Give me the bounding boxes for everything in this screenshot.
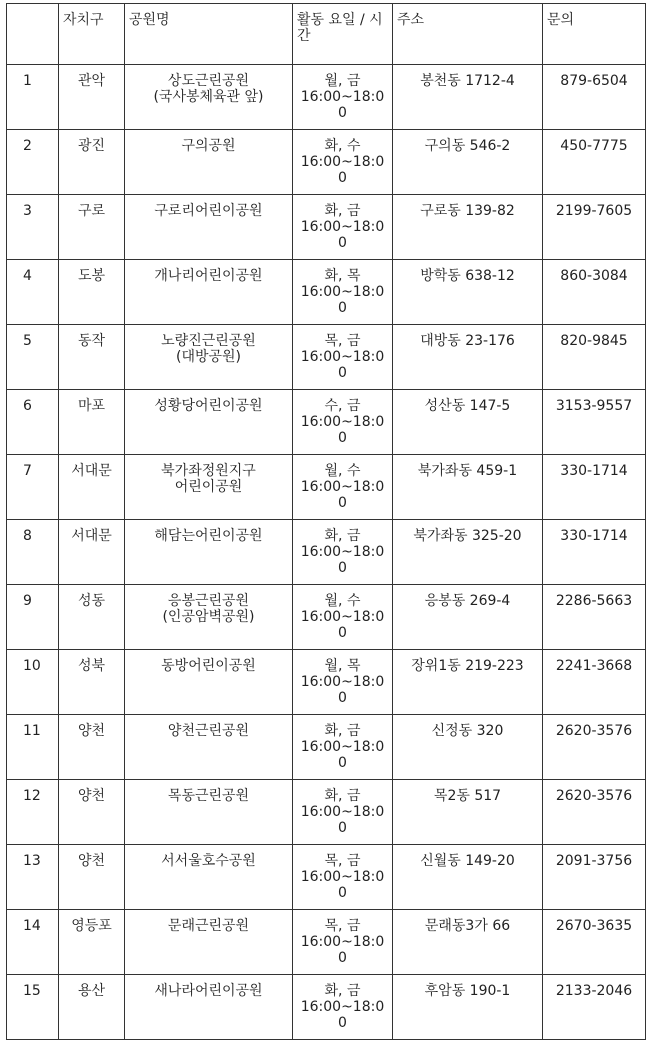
table-row	[7, 325, 646, 390]
schedule-days: 목, 금	[324, 918, 361, 934]
schedule-time: 16:00~18:00	[300, 609, 385, 641]
schedule-time: 16:00~18:00	[300, 479, 385, 511]
district-cell: 마포	[59, 390, 125, 455]
table-row	[7, 65, 646, 130]
address-cell: 신정동 320	[393, 715, 543, 780]
contact-cell: 330-1714	[543, 520, 646, 585]
table-row	[7, 390, 646, 455]
row-number: 13	[7, 845, 59, 910]
schedule-time: 16:00~18:00	[300, 89, 385, 121]
address-cell: 후암동 190-1	[393, 975, 543, 1040]
table-row	[7, 585, 646, 650]
schedule-cell	[293, 455, 393, 520]
address-cell: 신월동 149-20	[393, 845, 543, 910]
schedule-cell	[293, 325, 393, 390]
row-number: 9	[7, 585, 59, 650]
header-contact: 문의	[543, 4, 646, 65]
schedule-time: 16:00~18:00	[300, 674, 385, 706]
park-name-cell: 서서울호수공원	[125, 845, 293, 910]
contact-cell: 330-1714	[543, 455, 646, 520]
header-park-name: 공원명	[125, 4, 293, 65]
row-number: 11	[7, 715, 59, 780]
park-name-cell: 목동근린공원	[125, 780, 293, 845]
table-row	[7, 520, 646, 585]
district-cell: 양천	[59, 780, 125, 845]
schedule-time: 16:00~18:00	[300, 804, 385, 836]
park-name-cell: 새나라어린이공원	[125, 975, 293, 1040]
schedule-time: 16:00~18:00	[300, 999, 385, 1031]
schedule-days: 화, 금	[324, 788, 361, 804]
schedule-time: 16:00~18:00	[300, 414, 385, 446]
contact-cell: 2199-7605	[543, 195, 646, 260]
address-cell: 성산동 147-5	[393, 390, 543, 455]
schedule-cell	[293, 130, 393, 195]
address-cell: 봉천동 1712-4	[393, 65, 543, 130]
district-cell: 양천	[59, 845, 125, 910]
schedule-days: 화, 수	[324, 138, 361, 154]
schedule-cell	[293, 910, 393, 975]
district-cell: 광진	[59, 130, 125, 195]
address-cell: 문래동3가 66	[393, 910, 543, 975]
schedule-cell	[293, 975, 393, 1040]
park-name-cell: 상도근린공원 (국사봉체육관 앞)	[125, 65, 293, 130]
contact-cell: 2241-3668	[543, 650, 646, 715]
schedule-cell	[293, 65, 393, 130]
schedule-days: 월, 수	[324, 463, 361, 479]
address-cell: 목2동 517	[393, 780, 543, 845]
schedule-time: 16:00~18:00	[300, 869, 385, 901]
schedule-cell	[293, 715, 393, 780]
schedule-days: 화, 금	[324, 983, 361, 999]
schedule-cell	[293, 390, 393, 455]
row-number: 10	[7, 650, 59, 715]
schedule-cell	[293, 780, 393, 845]
park-name-cell: 문래근린공원	[125, 910, 293, 975]
table-row	[7, 975, 646, 1040]
schedule-days: 화, 금	[324, 723, 361, 739]
table-row	[7, 130, 646, 195]
row-number: 12	[7, 780, 59, 845]
schedule-cell	[293, 195, 393, 260]
address-cell: 북가좌동 459-1	[393, 455, 543, 520]
district-cell: 관악	[59, 65, 125, 130]
table-row	[7, 260, 646, 325]
schedule-days: 수, 금	[324, 398, 361, 414]
district-cell: 성북	[59, 650, 125, 715]
contact-cell: 2670-3635	[543, 910, 646, 975]
contact-cell: 2133-2046	[543, 975, 646, 1040]
schedule-cell	[293, 650, 393, 715]
schedule-time: 16:00~18:00	[300, 284, 385, 316]
district-cell: 서대문	[59, 520, 125, 585]
park-name-cell: 북가좌정원지구 어린이공원	[125, 455, 293, 520]
row-number: 5	[7, 325, 59, 390]
header-no	[7, 4, 59, 65]
schedule-time: 16:00~18:00	[300, 739, 385, 771]
park-name-cell: 동방어린이공원	[125, 650, 293, 715]
park-name-cell: 노량진근린공원 (대방공원)	[125, 325, 293, 390]
header-schedule: 활동 요일 / 시간	[293, 4, 393, 65]
park-name-cell: 구의공원	[125, 130, 293, 195]
schedule-days: 화, 목	[324, 268, 361, 284]
contact-cell: 2286-5663	[543, 585, 646, 650]
park-name-cell: 성황당어린이공원	[125, 390, 293, 455]
schedule-cell	[293, 585, 393, 650]
park-name-cell: 해담는어린이공원	[125, 520, 293, 585]
table-row	[7, 650, 646, 715]
contact-cell: 3153-9557	[543, 390, 646, 455]
district-cell: 영등포	[59, 910, 125, 975]
schedule-days: 목, 금	[324, 853, 361, 869]
schedule-days: 월, 수	[324, 593, 361, 609]
park-name-cell: 응봉근린공원 (인공암벽공원)	[125, 585, 293, 650]
table-row	[7, 715, 646, 780]
schedule-time: 16:00~18:00	[300, 544, 385, 576]
table-row	[7, 455, 646, 520]
table-row	[7, 910, 646, 975]
park-name-cell: 양천근린공원	[125, 715, 293, 780]
row-number: 8	[7, 520, 59, 585]
district-cell: 구로	[59, 195, 125, 260]
contact-cell: 879-6504	[543, 65, 646, 130]
district-cell: 성동	[59, 585, 125, 650]
row-number: 3	[7, 195, 59, 260]
row-number: 4	[7, 260, 59, 325]
row-number: 7	[7, 455, 59, 520]
address-cell: 장위1동 219-223	[393, 650, 543, 715]
district-cell: 양천	[59, 715, 125, 780]
park-schedule-table	[6, 3, 646, 1040]
address-cell: 응봉동 269-4	[393, 585, 543, 650]
table-row	[7, 780, 646, 845]
contact-cell: 860-3084	[543, 260, 646, 325]
contact-cell: 2091-3756	[543, 845, 646, 910]
park-name-cell: 개나리어린이공원	[125, 260, 293, 325]
header-row	[7, 4, 646, 65]
contact-cell: 450-7775	[543, 130, 646, 195]
district-cell: 도봉	[59, 260, 125, 325]
schedule-days: 월, 금	[324, 73, 361, 89]
park-name-cell: 구로리어린이공원	[125, 195, 293, 260]
schedule-cell	[293, 845, 393, 910]
contact-cell: 820-9845	[543, 325, 646, 390]
schedule-time: 16:00~18:00	[300, 154, 385, 186]
row-number: 14	[7, 910, 59, 975]
district-cell: 용산	[59, 975, 125, 1040]
schedule-time: 16:00~18:00	[300, 219, 385, 251]
district-cell: 서대문	[59, 455, 125, 520]
address-cell: 구로동 139-82	[393, 195, 543, 260]
contact-cell: 2620-3576	[543, 715, 646, 780]
schedule-days: 목, 금	[324, 333, 361, 349]
schedule-days: 화, 금	[324, 528, 361, 544]
schedule-cell	[293, 260, 393, 325]
contact-cell: 2620-3576	[543, 780, 646, 845]
schedule-time: 16:00~18:00	[300, 934, 385, 966]
row-number: 2	[7, 130, 59, 195]
table-row	[7, 195, 646, 260]
row-number: 6	[7, 390, 59, 455]
schedule-days: 월, 목	[324, 658, 361, 674]
district-cell: 동작	[59, 325, 125, 390]
row-number: 15	[7, 975, 59, 1040]
schedule-time: 16:00~18:00	[300, 349, 385, 381]
address-cell: 방학동 638-12	[393, 260, 543, 325]
row-number: 1	[7, 65, 59, 130]
address-cell: 북가좌동 325-20	[393, 520, 543, 585]
address-cell: 대방동 23-176	[393, 325, 543, 390]
address-cell: 구의동 546-2	[393, 130, 543, 195]
header-district: 자치구	[59, 4, 125, 65]
schedule-days: 화, 금	[324, 203, 361, 219]
schedule-cell	[293, 520, 393, 585]
header-address: 주소	[393, 4, 543, 65]
table-row	[7, 845, 646, 910]
